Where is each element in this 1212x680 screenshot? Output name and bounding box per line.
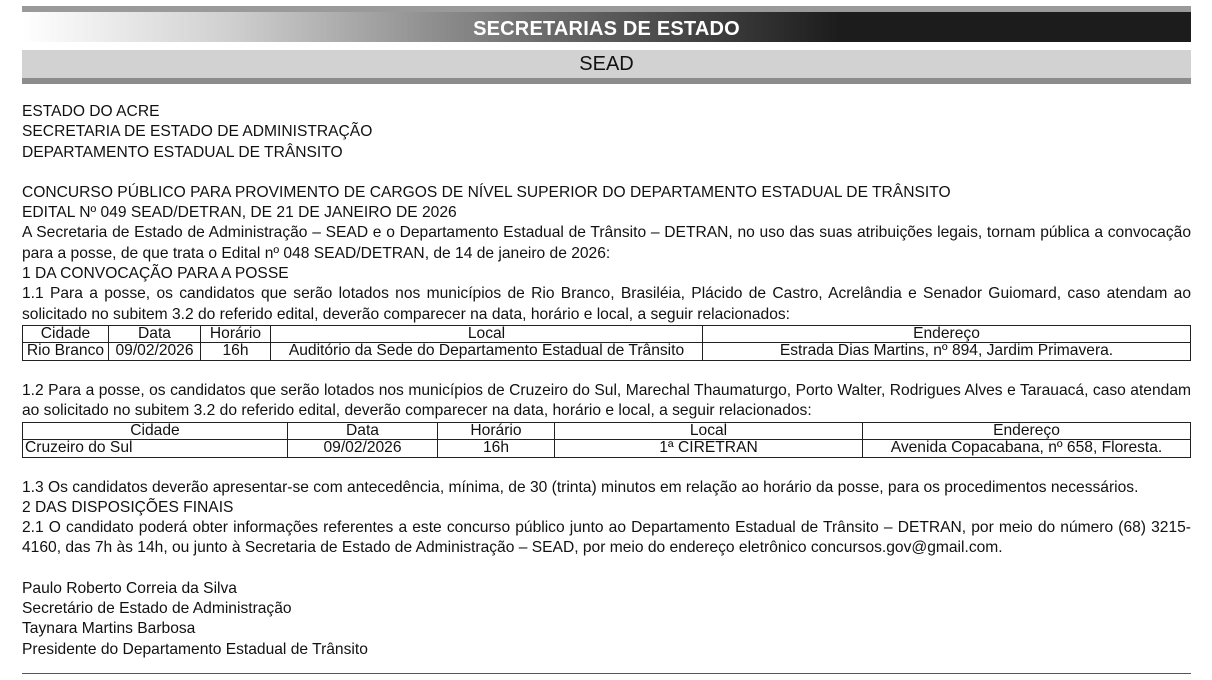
table-header-row: [23, 325, 1191, 343]
cell-cidade: Cruzeiro do Sul: [23, 440, 288, 458]
cell-cidade: Rio Branco: [23, 343, 109, 361]
schedule-table-1: [22, 325, 1191, 361]
bottom-divider: [22, 673, 1191, 674]
header-horario: Horário: [438, 422, 555, 440]
page-header: [22, 6, 1191, 84]
signatory-role-2: Presidente do Departamento Estadual de Trânsito: [22, 640, 368, 658]
signatory-name-2: Taynara Martins Barbosa: [22, 620, 196, 638]
signatory-role-1: Secretário de Estado de Administração: [22, 600, 292, 618]
cell-horario: 16h: [201, 343, 271, 361]
section-banner: [22, 6, 1191, 42]
section-1-heading: 1 DA CONVOCAÇÃO PARA A POSSE: [22, 265, 289, 283]
header-horario: Horário: [201, 325, 271, 343]
header-endereco: Endereço: [863, 422, 1191, 440]
header-cidade: Cidade: [23, 422, 288, 440]
header-data: Data: [288, 422, 438, 440]
header-local: Local: [555, 422, 863, 440]
org-line-1: ESTADO DO ACRE: [22, 103, 160, 120]
item-1-2: 1.2 Para a posse, os candidatos que serão lotados nos municípios de Cruzeiro do Sul, Marechal Thaumaturgo, Porto Walter, Rodrigues Alves e Tarauacá, caso atendam ao solicitado no subitem 3.2 do referido edital, deverão comparecer na data, horário e local, a seguir relacionados:: [22, 381, 1191, 420]
table-header-row: [23, 422, 1191, 440]
section-title: SECRETARIAS DE ESTADO: [473, 18, 740, 40]
header-endereco: Endereço: [703, 325, 1191, 343]
notice-title: CONCURSO PÚBLICO PARA PROVIMENTO DE CARGOS DE NÍVEL SUPERIOR DO DEPARTAMENTO ESTADUAL DE TRÂNSITO: [22, 183, 951, 201]
intro-paragraph: A Secretaria de Estado de Administração – SEAD e o Departamento Estadual de Trânsito – DETRAN, no uso das suas atribuições legais, tornam pública a convocação para a posse, de que trata o Edital nº 048 SEAD/DETRAN, de 14 de janeiro de 2026:: [22, 224, 1191, 262]
header-data: Data: [109, 325, 201, 343]
document-body: [22, 102, 1191, 660]
header-cidade: Cidade: [23, 325, 109, 343]
cell-endereco: Estrada Dias Martins, nº 894, Jardim Primavera.: [703, 343, 1191, 361]
cell-horario: 16h: [438, 440, 555, 458]
signatory-name-1: Paulo Roberto Correia da Silva: [22, 579, 237, 597]
cell-data: 09/02/2026: [109, 343, 201, 361]
edital-number: EDITAL Nº 049 SEAD/DETRAN, DE 21 DE JANEIRO DE 2026: [22, 204, 457, 222]
item-2-1: 2.1 O candidato poderá obter informações referentes a este concurso público junto ao Departamento Estadual de Trânsito – DETRAN, por meio do número (68) 3215-4160, das 7h às 14h, ou junto à Secretaria de Estado de Administração – SEAD, por meio do endereço eletrônico concursos.gov@gmail.com.: [22, 519, 1191, 557]
schedule-table-2: [22, 422, 1191, 458]
subsection-banner: [22, 50, 1191, 84]
header-local: Local: [271, 325, 703, 343]
cell-local: Auditório da Sede do Departamento Estadual de Trânsito: [271, 343, 703, 361]
subsection-title: SEAD: [579, 53, 634, 75]
table-row: [23, 440, 1191, 458]
item-1-3: 1.3 Os candidatos deverão apresentar-se com antecedência, mínima, de 30 (trinta) minutos em relação ao horário da posse, para os procedimentos necessários.: [22, 478, 1139, 496]
org-line-2: SECRETARIA DE ESTADO DE ADMINISTRAÇÃO: [22, 123, 373, 141]
cell-local: 1ª CIRETRAN: [555, 440, 863, 458]
org-line-3: DEPARTAMENTO ESTADUAL DE TRÂNSITO: [22, 143, 343, 161]
cell-endereco: Avenida Copacabana, nº 658, Floresta.: [863, 440, 1191, 458]
item-1-1: 1.1 Para a posse, os candidatos que serão lotados nos municípios de Rio Branco, Brasiléia, Plácido de Castro, Acrelândia e Senador Guiomard, caso atendam ao solicitado no subitem 3.2 do referido edital, deverão comparecer na data, horário e local, a seguir relacionados:: [22, 285, 1191, 323]
section-2-heading: 2 DAS DISPOSIÇÕES FINAIS: [22, 498, 234, 516]
cell-data: 09/02/2026: [288, 440, 438, 458]
table-row: [23, 343, 1191, 361]
